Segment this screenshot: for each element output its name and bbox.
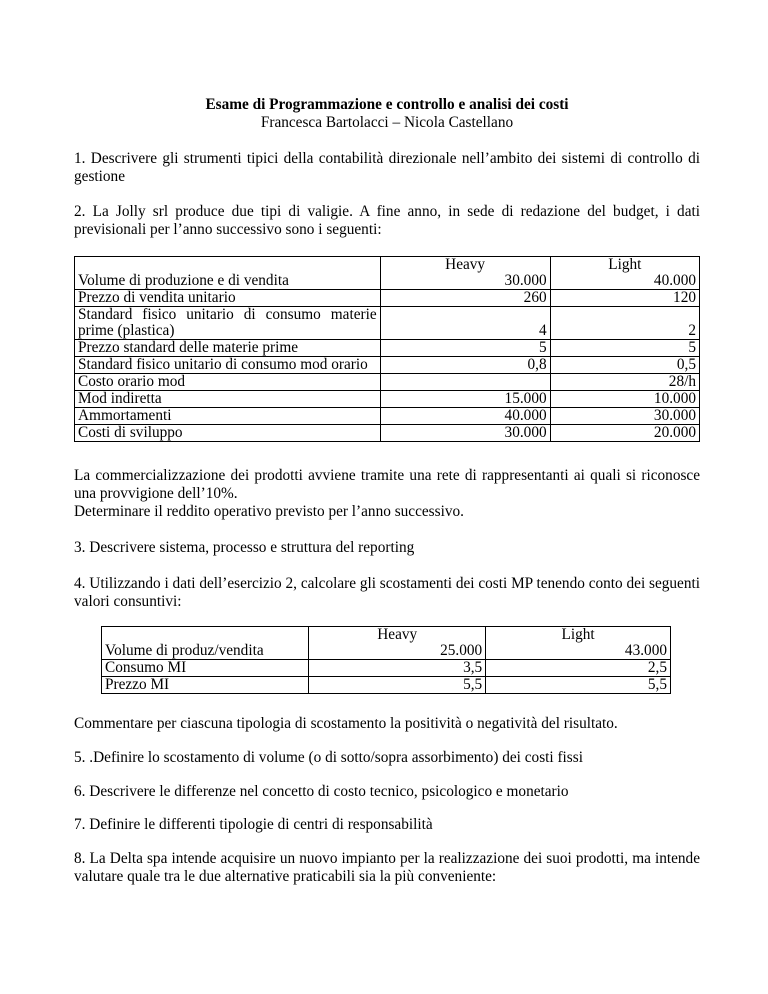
value-cell: 30.000 xyxy=(550,408,699,425)
row-label: Ammortamenti xyxy=(75,408,381,425)
question-4-comment: Commentare per ciascuna tipologia di scostamento la positività o negatività del risultato. xyxy=(74,715,618,732)
row-label: Mod indiretta xyxy=(75,391,381,408)
table-light-cell xyxy=(486,627,671,660)
row-label: Prezzo MI xyxy=(102,677,309,694)
value-cell: 0,8 xyxy=(380,357,550,374)
row-label: Consumo MI xyxy=(102,660,309,677)
value-cell: 2 xyxy=(550,307,699,340)
column-header-heavy: Heavy xyxy=(377,626,418,643)
value-cell xyxy=(380,374,550,391)
table-labels-cell xyxy=(102,627,309,660)
value-cell: 260 xyxy=(380,290,550,307)
value-cell: 40.000 xyxy=(653,272,696,289)
value-cell: 28/h xyxy=(550,374,699,391)
question-7: 7. Definire le differenti tipologie di centri di responsabilità xyxy=(74,816,433,833)
exam-title: Esame di Programmazione e controllo e analisi dei costi xyxy=(205,96,569,113)
table-heavy-cell xyxy=(380,257,550,290)
question-4: 4. Utilizzando i dati dell’esercizio 2, calcolare gli scostamenti dei costi MP tenendo conto dei seguenti valori consuntivi: xyxy=(74,575,700,610)
value-cell: 3,5 xyxy=(309,660,486,677)
value-cell: 4 xyxy=(380,307,550,340)
exam-authors: Francesca Bartolacci – Nicola Castellano xyxy=(260,114,514,131)
value-cell: 5,5 xyxy=(486,677,671,694)
question-2-notes xyxy=(74,467,700,521)
row-label: Volume di produz/vendita xyxy=(105,642,264,659)
row-label: Volume di produzione e di vendita xyxy=(78,272,289,289)
value-cell: 43.000 xyxy=(624,642,667,659)
value-cell: 10.000 xyxy=(550,391,699,408)
table-light-cell xyxy=(550,257,699,290)
value-cell: 25.000 xyxy=(440,642,483,659)
value-cell: 120 xyxy=(550,290,699,307)
document-title xyxy=(74,96,700,132)
question-1: 1. Descrivere gli strumenti tipici della contabilità direzionale nell’ambito dei sistemi di controllo di gestione xyxy=(74,150,700,185)
column-header-light: Light xyxy=(608,256,642,273)
question-8: 8. La Delta spa intende acquisire un nuovo impianto per la realizzazione dei suoi prodotti, ma intende valutare quale tra le due alternative praticabili sia la più conveniente: xyxy=(74,850,700,885)
row-label: Costi di sviluppo xyxy=(75,425,381,442)
value-cell: 15.000 xyxy=(380,391,550,408)
question-6: 6. Descrivere le differenze nel concetto di costo tecnico, psicologico e monetario xyxy=(74,783,569,800)
question-2-task: Determinare il reddito operativo previsto per l’anno successivo. xyxy=(74,503,464,520)
value-cell: 40.000 xyxy=(380,408,550,425)
value-cell: 30.000 xyxy=(504,272,547,289)
question-2: 2. La Jolly srl produce due tipi di valigie. A fine anno, in sede di redazione del budget, i dati previsionali per l’anno successivo sono i seguenti: xyxy=(74,203,700,238)
value-cell: 5 xyxy=(550,340,699,357)
value-cell: 2,5 xyxy=(486,660,671,677)
commission-note: La commercializzazione dei prodotti avviene tramite una rete di rappresentanti ai quali si riconosce una provvigione dell’10%. xyxy=(74,467,700,502)
exam-page xyxy=(74,0,700,886)
question-5: 5. .Definire lo scostamento di volume (o di sotto/sopra assorbimento) dei costi fissi xyxy=(74,749,583,766)
row-label: Standard fisico unitario di consumo materie prime (plastica) xyxy=(75,307,381,340)
row-label: Prezzo di vendita unitario xyxy=(75,290,381,307)
table-heavy-cell xyxy=(309,627,486,660)
table-labels-cell xyxy=(75,257,381,290)
value-cell: 20.000 xyxy=(550,425,699,442)
question-3: 3. Descrivere sistema, processo e struttura del reporting xyxy=(74,539,415,556)
budget-data-table xyxy=(74,256,700,442)
column-header-heavy: Heavy xyxy=(445,256,486,273)
value-cell: 5 xyxy=(380,340,550,357)
actual-values-table xyxy=(101,626,671,694)
value-cell: 30.000 xyxy=(380,425,550,442)
row-label: Standard fisico unitario di consumo mod orario xyxy=(75,357,381,374)
value-cell: 5,5 xyxy=(309,677,486,694)
column-header-light: Light xyxy=(561,626,595,643)
value-cell: 0,5 xyxy=(550,357,699,374)
row-label: Prezzo standard delle materie prime xyxy=(75,340,381,357)
row-label: Costo orario mod xyxy=(75,374,381,391)
